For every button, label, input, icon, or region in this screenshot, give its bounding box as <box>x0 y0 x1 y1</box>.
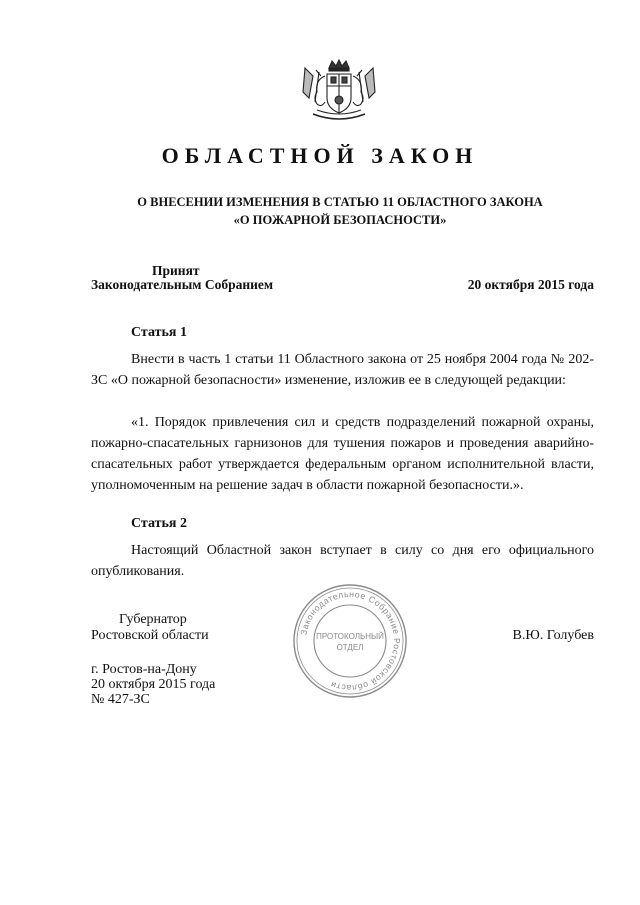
law-number: № 427-ЗС <box>91 692 150 707</box>
place-of-signing: г. Ростов-на-Дону <box>91 662 197 677</box>
law-subtitle <box>70 193 610 229</box>
article-1-title: Статья 1 <box>131 325 187 340</box>
signatory-position-line1: Губернатор <box>119 612 187 627</box>
law-subtitle-line2: «О ПОЖАРНОЙ БЕЗОПАСНОСТИ» <box>233 213 447 227</box>
signatory-name: В.Ю. Голубев <box>512 628 594 643</box>
law-subtitle-line1: О ВНЕСЕНИИ ИЗМЕНЕНИЯ В СТАТЬЮ 11 ОБЛАСТНОГО ЗАКОНА <box>137 195 543 209</box>
article-2-title: Статья 2 <box>131 516 187 531</box>
adopted-label: Принят <box>152 263 200 278</box>
law-title: ОБЛАСТНОЙ ЗАКОН <box>161 143 479 168</box>
signatory-position-line2: Ростовской области <box>91 628 209 643</box>
article-1-paragraph-1: Внести в часть 1 статьи 11 Областного закона от 25 ноября 2004 года № 202-ЗС «О пожарной безопасности» изменение, изложив ее в следующей редакции: <box>91 352 594 388</box>
protocol-department-stamp <box>292 583 408 699</box>
stamp-inner-line2: ОТДЕЛ <box>336 643 364 652</box>
stamp-ring-text: Законодательное Собрание Ростовской области <box>298 588 403 694</box>
coat-of-arms-icon <box>299 58 379 124</box>
adopted-by: Законодательным Собранием <box>91 277 274 292</box>
adopted-date: 20 октября 2015 года <box>467 277 594 292</box>
stamp-inner-line1: ПРОТОКОЛЬНЫЙ <box>316 632 384 641</box>
signing-date: 20 октября 2015 года <box>91 677 216 692</box>
article-2-paragraph-1: Настоящий Областной закон вступает в силу со дня его официального опубликования. <box>91 543 594 579</box>
article-1-paragraph-2: «1. Порядок привлечения сил и средств подразделений пожарной охраны, пожарно-спасательных гарнизонов для тушения пожаров и проведения аварийно-спасательных работ утверждается федеральным органом исполнительной власти, уполномоченным на решение задач в области пожарной безопасности.». <box>91 415 594 493</box>
